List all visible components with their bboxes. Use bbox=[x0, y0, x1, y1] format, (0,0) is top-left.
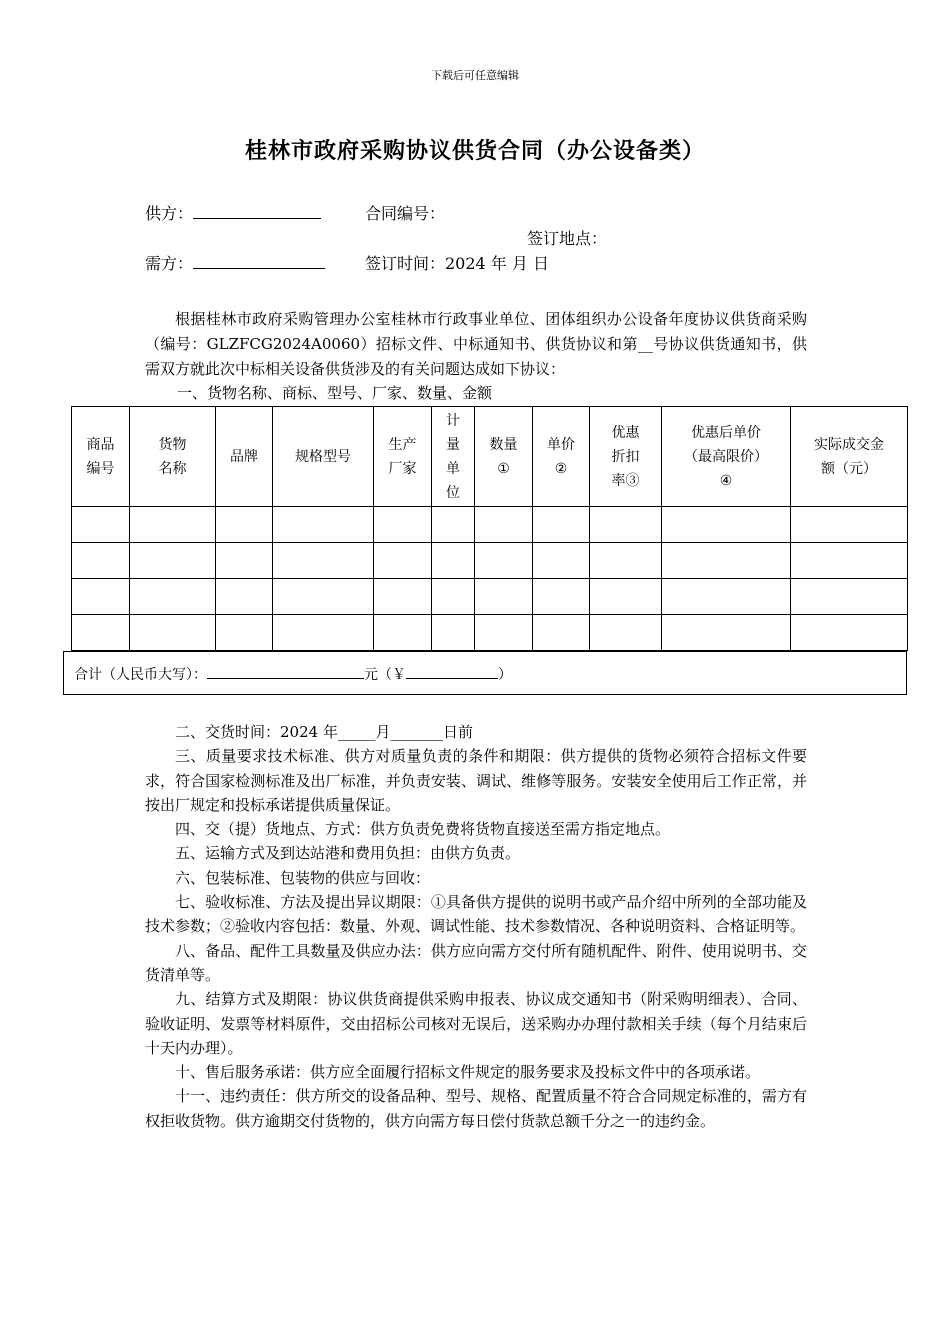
contract-no-label: 合同编号： bbox=[365, 204, 446, 223]
table-cell[interactable] bbox=[72, 507, 130, 543]
table-cell[interactable] bbox=[432, 543, 475, 579]
total-yuan-label: 元（￥ bbox=[364, 667, 406, 683]
column-header bbox=[72, 407, 130, 507]
table-cell[interactable] bbox=[475, 615, 533, 651]
table-cell[interactable] bbox=[273, 615, 374, 651]
total-close: ） bbox=[498, 667, 512, 683]
table-cell[interactable] bbox=[72, 615, 130, 651]
column-header bbox=[273, 407, 374, 507]
term-paragraph: 六、包装标准、包装物的供应与回收： bbox=[175, 868, 431, 887]
term-paragraph: 二、交货时间：2024 年_____月_______日前 bbox=[175, 723, 473, 741]
intro-text: 根据桂林市政府采购管理办公室桂林市行政事业单位、团体组织办公设备年度协议供货商采购（编号：GLZFCG2024A0060）招标文件、中标通知书、供货协议和第__号协议供货通知书，供需双方就此次中标相关设备供货涉及的有关问题达成如下协议： bbox=[145, 310, 807, 378]
table-cell[interactable] bbox=[791, 615, 908, 651]
table-row bbox=[72, 579, 908, 615]
supplier-label: 供方： bbox=[145, 204, 194, 223]
table-cell[interactable] bbox=[590, 579, 662, 615]
total-amount-words-blank[interactable] bbox=[207, 665, 364, 679]
column-header-line: 额（元） bbox=[821, 460, 877, 477]
sign-time: 签订时间：2024 年 月 日 bbox=[365, 254, 549, 273]
table-cell[interactable] bbox=[590, 543, 662, 579]
column-header-line: 率③ bbox=[611, 472, 640, 489]
column-header-line: 量 bbox=[446, 436, 460, 453]
column-header-line: 规格型号 bbox=[295, 448, 351, 465]
column-header bbox=[216, 407, 273, 507]
intro-paragraph bbox=[145, 307, 807, 382]
column-header-line: 实际成交金 bbox=[814, 436, 884, 453]
table-cell[interactable] bbox=[791, 579, 908, 615]
column-header-line: 优惠 bbox=[611, 424, 640, 441]
buyer-field bbox=[145, 251, 325, 274]
column-header-line: ④ bbox=[719, 472, 733, 489]
column-header bbox=[590, 407, 662, 507]
table-cell[interactable] bbox=[432, 507, 475, 543]
table-cell[interactable] bbox=[130, 615, 216, 651]
table-cell[interactable] bbox=[432, 579, 475, 615]
column-header bbox=[374, 407, 432, 507]
table-cell[interactable] bbox=[72, 579, 130, 615]
table-cell[interactable] bbox=[130, 579, 216, 615]
table-cell[interactable] bbox=[216, 507, 273, 543]
column-header bbox=[475, 407, 533, 507]
term-paragraph: 九、结算方式及期限：协议供货商提供采购申报表、协议成交通知书（附采购明细表）、合同、验收证明、发票等材料原件，交由招标公司核对无误后，送采购办办理付款相关手续（每个月结束后十天内办理）。 bbox=[145, 990, 807, 1057]
column-header-line: 优惠后单价 bbox=[691, 424, 761, 441]
sign-place-label: 签订地点： bbox=[527, 229, 608, 248]
section-one-heading: 一、货物名称、商标、型号、厂家、数量、金额 bbox=[177, 384, 493, 402]
total-amount-number-blank[interactable] bbox=[406, 665, 498, 679]
table-cell[interactable] bbox=[475, 543, 533, 579]
table-cell[interactable] bbox=[662, 579, 791, 615]
table-cell[interactable] bbox=[374, 507, 432, 543]
column-header-line: 货物 bbox=[158, 436, 187, 453]
table-cell[interactable] bbox=[273, 543, 374, 579]
table-row bbox=[72, 507, 908, 543]
column-header-line: 名称 bbox=[158, 460, 187, 477]
table-cell[interactable] bbox=[475, 507, 533, 543]
table-cell[interactable] bbox=[374, 579, 432, 615]
table-cell[interactable] bbox=[533, 507, 590, 543]
table-cell[interactable] bbox=[791, 543, 908, 579]
table-cell[interactable] bbox=[216, 615, 273, 651]
table-cell[interactable] bbox=[216, 543, 273, 579]
column-header bbox=[791, 407, 908, 507]
supplier-field bbox=[145, 201, 321, 224]
table-cell[interactable] bbox=[374, 543, 432, 579]
table-cell[interactable] bbox=[662, 507, 791, 543]
supplier-blank[interactable] bbox=[193, 202, 321, 219]
table-cell[interactable] bbox=[533, 615, 590, 651]
table-cell[interactable] bbox=[662, 543, 791, 579]
column-header-line: ① bbox=[497, 460, 510, 477]
table-cell[interactable] bbox=[130, 507, 216, 543]
column-header-line: 厂家 bbox=[388, 460, 417, 477]
column-header-line: 数量 bbox=[489, 436, 518, 453]
table-cell[interactable] bbox=[130, 543, 216, 579]
table-cell[interactable] bbox=[662, 615, 791, 651]
term-paragraph: 八、备品、配件工具数量及供应办法：供方应向需方交付所有随机配件、附件、使用说明书、交货清单等。 bbox=[145, 941, 807, 984]
column-header-line: 单 bbox=[446, 460, 460, 477]
column-header-line: （最高限价） bbox=[684, 448, 768, 465]
column-header bbox=[662, 407, 791, 507]
table-cell[interactable] bbox=[432, 615, 475, 651]
table-cell[interactable] bbox=[273, 507, 374, 543]
total-label: 合计（人民币大写）： bbox=[74, 667, 207, 683]
buyer-label: 需方： bbox=[145, 254, 194, 273]
term-paragraph: 七、验收标准、方法及提出异议期限：①具备供方提供的说明书或产品介绍中所列的全部功能及技术参数；②验收内容包括：数量、外观、调试性能、技术参数情况、各种说明资料、合格证明等。 bbox=[145, 893, 807, 936]
contract-terms bbox=[145, 720, 807, 1133]
table-row bbox=[72, 543, 908, 579]
table-cell[interactable] bbox=[533, 579, 590, 615]
column-header-line: 生产 bbox=[388, 436, 417, 453]
table-cell[interactable] bbox=[590, 615, 662, 651]
table-cell[interactable] bbox=[533, 543, 590, 579]
table-cell[interactable] bbox=[374, 615, 432, 651]
column-header-line: ② bbox=[554, 460, 568, 477]
top-note: 下载后可任意编辑 bbox=[431, 69, 519, 82]
table-cell[interactable] bbox=[590, 507, 662, 543]
table-cell[interactable] bbox=[72, 543, 130, 579]
column-header-line: 单价 bbox=[547, 436, 575, 453]
column-header-line: 计 bbox=[446, 412, 460, 429]
table-cell[interactable] bbox=[791, 507, 908, 543]
table-cell[interactable] bbox=[475, 579, 533, 615]
contract-title: 桂林市政府采购协议供货合同（办公设备类） bbox=[244, 138, 705, 164]
column-header-line: 折扣 bbox=[611, 448, 640, 465]
term-paragraph: 十、售后服务承诺：供方应全面履行招标文件规定的服务要求及投标文件中的各项承诺。 bbox=[175, 1063, 761, 1082]
column-header bbox=[130, 407, 216, 507]
term-paragraph: 四、交（提）货地点、方式：供方负责免费将货物直接送至需方指定地点。 bbox=[175, 820, 671, 839]
column-header-line: 编号 bbox=[86, 460, 115, 477]
column-header bbox=[432, 407, 475, 507]
buyer-blank[interactable] bbox=[193, 252, 325, 269]
table-row bbox=[72, 615, 908, 651]
term-paragraph: 五、运输方式及到达站港和费用负担：由供方负责。 bbox=[175, 844, 521, 863]
column-header-line: 位 bbox=[446, 484, 460, 501]
table-cell[interactable] bbox=[273, 579, 374, 615]
column-header-line: 品牌 bbox=[230, 448, 258, 465]
column-header bbox=[533, 407, 590, 507]
total-row bbox=[63, 651, 907, 695]
table-header-row bbox=[72, 407, 908, 507]
term-paragraph: 十一、违约责任：供方所交的设备品种、型号、规格、配置质量不符合合同规定标准的，需方有权拒收货物。供方逾期交付货物的，供方向需方每日偿付货款总额千分之一的违约金。 bbox=[145, 1087, 807, 1130]
column-header-line: 商品 bbox=[86, 436, 115, 453]
goods-table bbox=[71, 406, 908, 651]
term-paragraph: 三、质量要求技术标准、供方对质量负责的条件和期限：供方提供的货物必须符合招标文件要求，符合国家检测标准及出厂标准，并负责安装、调试、维修等服务。安装安全使用后工作正常，并按出厂规定和投标承诺提供质量保证。 bbox=[145, 747, 807, 814]
table-cell[interactable] bbox=[216, 579, 273, 615]
